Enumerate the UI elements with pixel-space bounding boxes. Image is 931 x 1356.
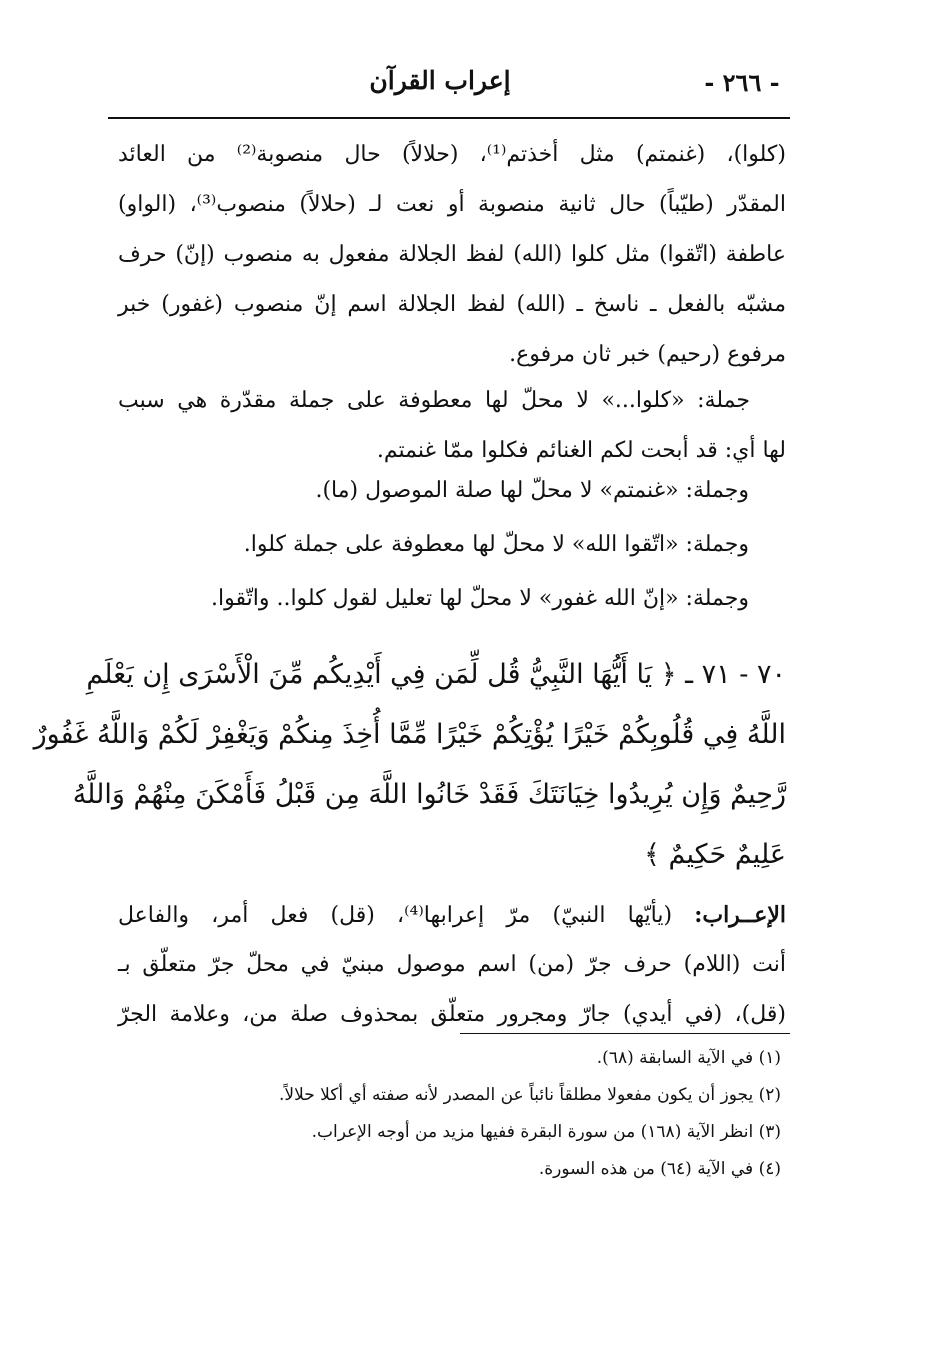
verse-line: عَلِيمٌ حَكِيمٌ ﴾ bbox=[644, 839, 786, 870]
text-line: جملة: «كلوا...» لا محلّ لها معطوفة على جملة مقدّرة هي سبب bbox=[118, 388, 750, 413]
footnote-1: (١) في الآية السابقة (٦٨). bbox=[596, 1048, 781, 1068]
sentence-line: وجملة: «إنّ الله غفور» لا محلّ لها تعليل لقول كلوا.. واتّقوا. bbox=[211, 586, 749, 611]
paragraph-irab bbox=[118, 890, 786, 1040]
text-line: مشبّه بالفعل ـ ناسخ ـ (الله) لفظ الجلالة اسم إنّ منصوب (غفور) خبر bbox=[118, 292, 786, 317]
paragraph-sentence-analysis bbox=[118, 376, 786, 476]
text-line: أنت (اللام) حرف جرّ (من) اسم موصول مبنيّ في محلّ جرّ متعلّق بـ bbox=[118, 952, 786, 977]
text-line bbox=[118, 890, 786, 940]
footnote-4: (٤) في الآية (٦٤) من هذه السورة. bbox=[538, 1159, 781, 1179]
text-line: المقدّر (طيّباً) حال ثانية منصوبة أو نعت لـ (حلالاً) منصوب⁽³⁾، (الواو) bbox=[118, 192, 786, 217]
text-line: (قل)، (في أيدي) جارّ ومجرور متعلّق بمحذوف صلة من، وعلامة الجرّ bbox=[118, 1002, 786, 1027]
verse-line: رَّحِيمٌ وَإِن يُرِيدُوا خِيَانَتَكَ فَقَدْ خَانُوا اللَّهَ مِن قَبْلُ فَأَمْكَنَ مِنْهُمْ وَاللَّهُ bbox=[72, 779, 786, 810]
footnote-divider bbox=[460, 1033, 790, 1034]
paragraph-irab-continued bbox=[118, 130, 786, 380]
irab-text: (يأيّها النبيّ) مرّ إعرابها⁽⁴⁾، (قل) فعل أمر، والفاعل bbox=[118, 903, 695, 928]
irab-heading: الإعــراب: bbox=[694, 902, 786, 928]
verse-line: ٧٠ - ٧١ ـ ﴿ يَا أَيُّهَا النَّبِيُّ قُل لِّمَن فِي أَيْدِيكُم مِّنَ الْأَسْرَى إِن يَعْلَمِ bbox=[86, 659, 786, 690]
footnote-2: (٢) يجوز أن يكون مفعولا مطلقاً نائباً عن المصدر لأنه صفته أي أكلا حلالاً. bbox=[279, 1085, 781, 1105]
text-line: لها أي: قد أبحت لكم الغنائم فكلوا ممّا غنمتم. bbox=[376, 438, 786, 463]
header-divider bbox=[108, 117, 790, 119]
text-line: مرفوع (رحيم) خبر ثان مرفوع. bbox=[509, 342, 786, 367]
text-line: عاطفة (اتّقوا) مثل كلوا (الله) لفظ الجلالة مفعول به منصوب (إنّ) حرف bbox=[118, 242, 786, 267]
footnote-3: (٣) انظر الآية (١٦٨) من سورة البقرة ففيها مزيد من أوجه الإعراب. bbox=[311, 1122, 781, 1142]
quran-verse bbox=[33, 645, 786, 885]
sentence-line: وجملة: «اتّقوا الله» لا محلّ لها معطوفة على جملة كلوا. bbox=[243, 532, 749, 557]
sentence-line: وجملة: «غنمتم» لا محلّ لها صلة الموصول (ما). bbox=[315, 478, 749, 503]
verse-line: اللَّهُ فِي قُلُوبِكُمْ خَيْرًا يُؤْتِكُمْ خَيْرًا مِّمَّا أُخِذَ مِنكُمْ وَيَغْفِرْ لَكُمْ وَاللَّهُ غَفُورٌ bbox=[33, 719, 786, 750]
text-line: (كلوا)، (غنمتم) مثل أخذتم⁽¹⁾، (حلالاً) حال منصوبة⁽²⁾ من العائد bbox=[118, 142, 786, 167]
running-title: إعراب القرآن bbox=[369, 66, 511, 95]
page-number: - ٢٦٦ - bbox=[704, 68, 780, 97]
